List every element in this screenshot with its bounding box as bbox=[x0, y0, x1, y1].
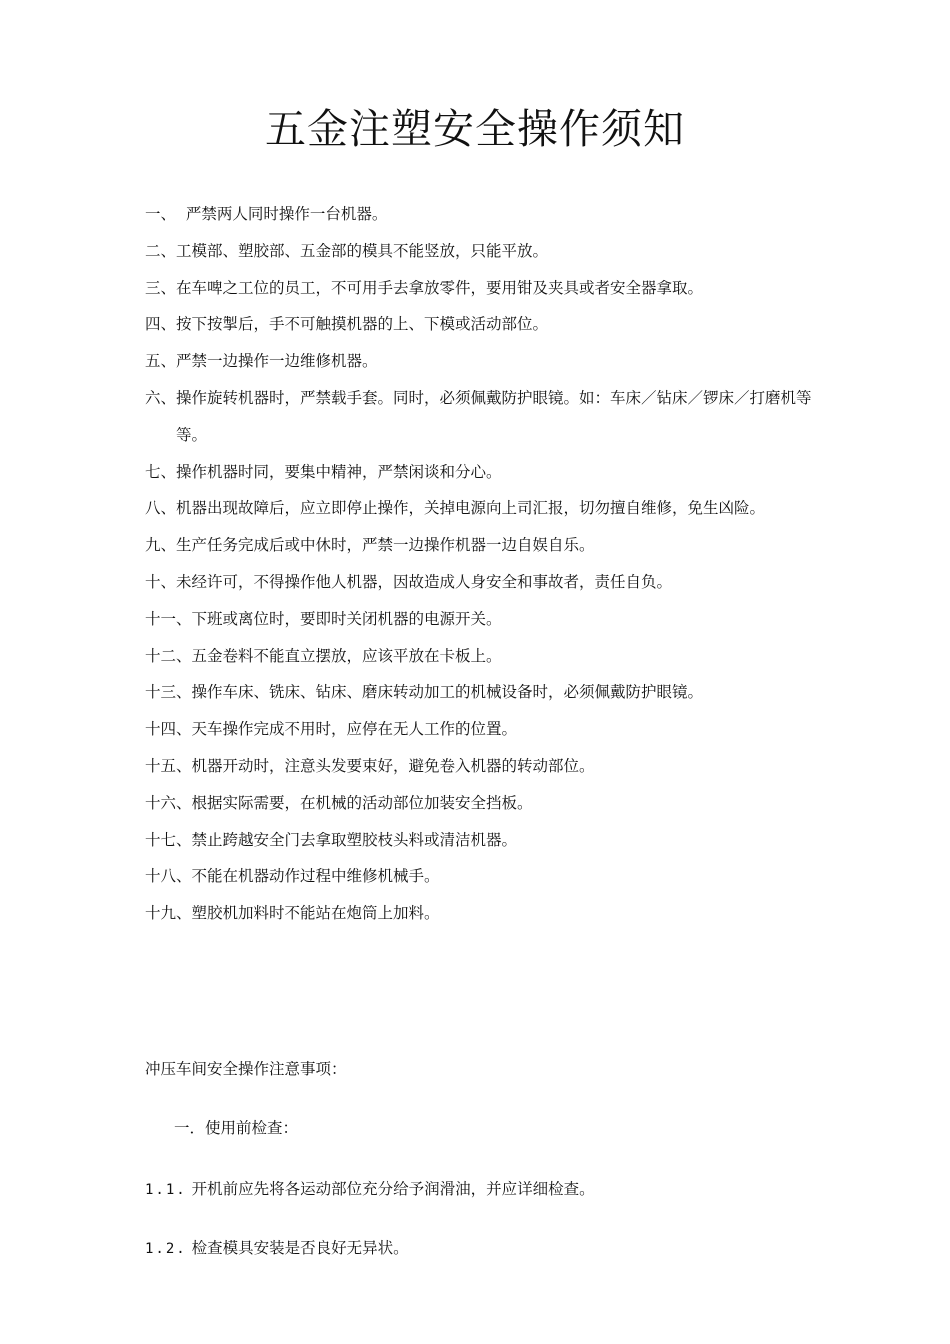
rule-number: 三、 bbox=[145, 278, 177, 297]
rule-text: 塑胶机加料时不能站在炮筒上加料。 bbox=[191, 904, 440, 923]
rule-number: 十三、 bbox=[145, 683, 192, 702]
rule-number: 十一、 bbox=[145, 609, 192, 628]
rule-text: 操作车床、铣床、钻床、磨床转动加工的机械设备时，必须佩戴防护眼镜。 bbox=[191, 683, 704, 702]
rule-item bbox=[145, 601, 815, 638]
page-title: 五金注塑安全操作须知 bbox=[265, 105, 685, 153]
rule-number: 十八、 bbox=[145, 867, 192, 886]
checklist-item bbox=[145, 1233, 409, 1264]
rule-item bbox=[145, 454, 815, 491]
rule-item bbox=[145, 711, 815, 748]
rule-text: 严禁两人同时操作一台机器。 bbox=[176, 205, 388, 223]
rule-number: 十九、 bbox=[145, 904, 192, 923]
rule-item bbox=[145, 638, 815, 675]
section-heading: 冲压车间安全操作注意事项： bbox=[145, 1060, 347, 1078]
rule-item bbox=[145, 233, 815, 270]
rule-text: 天车操作完成不用时，应停在无人工作的位置。 bbox=[191, 720, 518, 739]
rule-number: 十、 bbox=[145, 572, 177, 591]
rule-text: 根据实际需要，在机械的活动部位加装安全挡板。 bbox=[191, 793, 533, 812]
rule-item bbox=[145, 564, 815, 601]
rule-text: 禁止跨越安全门去拿取塑胶枝头料或清洁机器。 bbox=[191, 830, 518, 849]
rule-item bbox=[145, 748, 815, 785]
rule-number: 七、 bbox=[145, 462, 177, 481]
rule-item bbox=[145, 306, 815, 343]
rule-number: 十四、 bbox=[145, 720, 192, 739]
checklist-item-text: 检查模具安装是否良好无异状。 bbox=[191, 1239, 409, 1257]
rule-number: 十六、 bbox=[145, 793, 192, 812]
rule-number: 四、 bbox=[145, 315, 177, 334]
rule-item bbox=[145, 527, 815, 564]
rule-number: 十五、 bbox=[145, 756, 192, 775]
rule-item bbox=[145, 895, 815, 932]
safety-rules-list bbox=[145, 196, 815, 932]
checklist-item bbox=[145, 1174, 595, 1205]
rule-text: 生产任务完成后或中休时，严禁一边操作机器一边自娱自乐。 bbox=[176, 536, 595, 555]
rule-text: 五金卷料不能直立摆放，应该平放在卡板上。 bbox=[191, 646, 502, 665]
rule-item bbox=[145, 785, 815, 822]
checklist-item-text: 开机前应先将各运动部位充分给予润滑油，并应详细检查。 bbox=[191, 1180, 595, 1198]
rule-text: 在车啤之工位的员工，不可用手去拿放零件，要用钳及夹具或者安全器拿取。 bbox=[176, 278, 704, 297]
rule-item bbox=[145, 270, 815, 307]
rule-number: 五、 bbox=[145, 352, 177, 371]
rule-number: 九、 bbox=[145, 536, 177, 555]
rule-text: 工模部、塑胶部、五金部的模具不能竖放，只能平放。 bbox=[176, 241, 549, 260]
checklist-item-number: 1.1. bbox=[145, 1182, 187, 1198]
rule-text: 未经许可，不得操作他人机器，因故造成人身安全和事故者，责任自负。 bbox=[176, 572, 673, 591]
rule-number: 八、 bbox=[145, 499, 177, 518]
section-sub-heading: 一．使用前检查： bbox=[174, 1119, 299, 1137]
rule-text: 下班或离位时，要即时关闭机器的电源开关。 bbox=[191, 609, 502, 628]
rule-item bbox=[145, 490, 815, 527]
rule-text: 不能在机器动作过程中维修机械手。 bbox=[191, 867, 440, 886]
rule-text: 机器出现故障后，应立即停止操作，关掉电源向上司汇报，切勿擅自维修，免生凶险。 bbox=[176, 499, 766, 518]
rule-number: 十二、 bbox=[145, 646, 192, 665]
rule-item bbox=[145, 196, 815, 233]
rule-number: 六、 bbox=[145, 388, 177, 407]
rule-number: 一、 bbox=[145, 205, 177, 223]
rule-text: 按下按掣后，手不可触摸机器的上、下模或活动部位。 bbox=[176, 315, 549, 334]
rule-item bbox=[145, 674, 815, 711]
rule-text: 机器开动时，注意头发要束好，避免卷入机器的转动部位。 bbox=[191, 756, 595, 775]
checklist-item-number: 1.2. bbox=[145, 1241, 187, 1257]
rule-item bbox=[145, 858, 815, 895]
rule-item bbox=[145, 343, 815, 380]
rule-text: 操作机器时同，要集中精神，严禁闲谈和分心。 bbox=[176, 462, 502, 481]
rule-number: 十七、 bbox=[145, 830, 192, 849]
rule-number: 二、 bbox=[145, 241, 177, 260]
rule-item bbox=[145, 380, 815, 454]
rule-item bbox=[145, 822, 815, 859]
rule-text: 操作旋转机器时，严禁载手套。同时，必须佩戴防护眼镜。如：车床／钻床／锣床／打磨机等等。 bbox=[176, 388, 812, 444]
rule-text: 严禁一边操作一边维修机器。 bbox=[176, 352, 378, 371]
